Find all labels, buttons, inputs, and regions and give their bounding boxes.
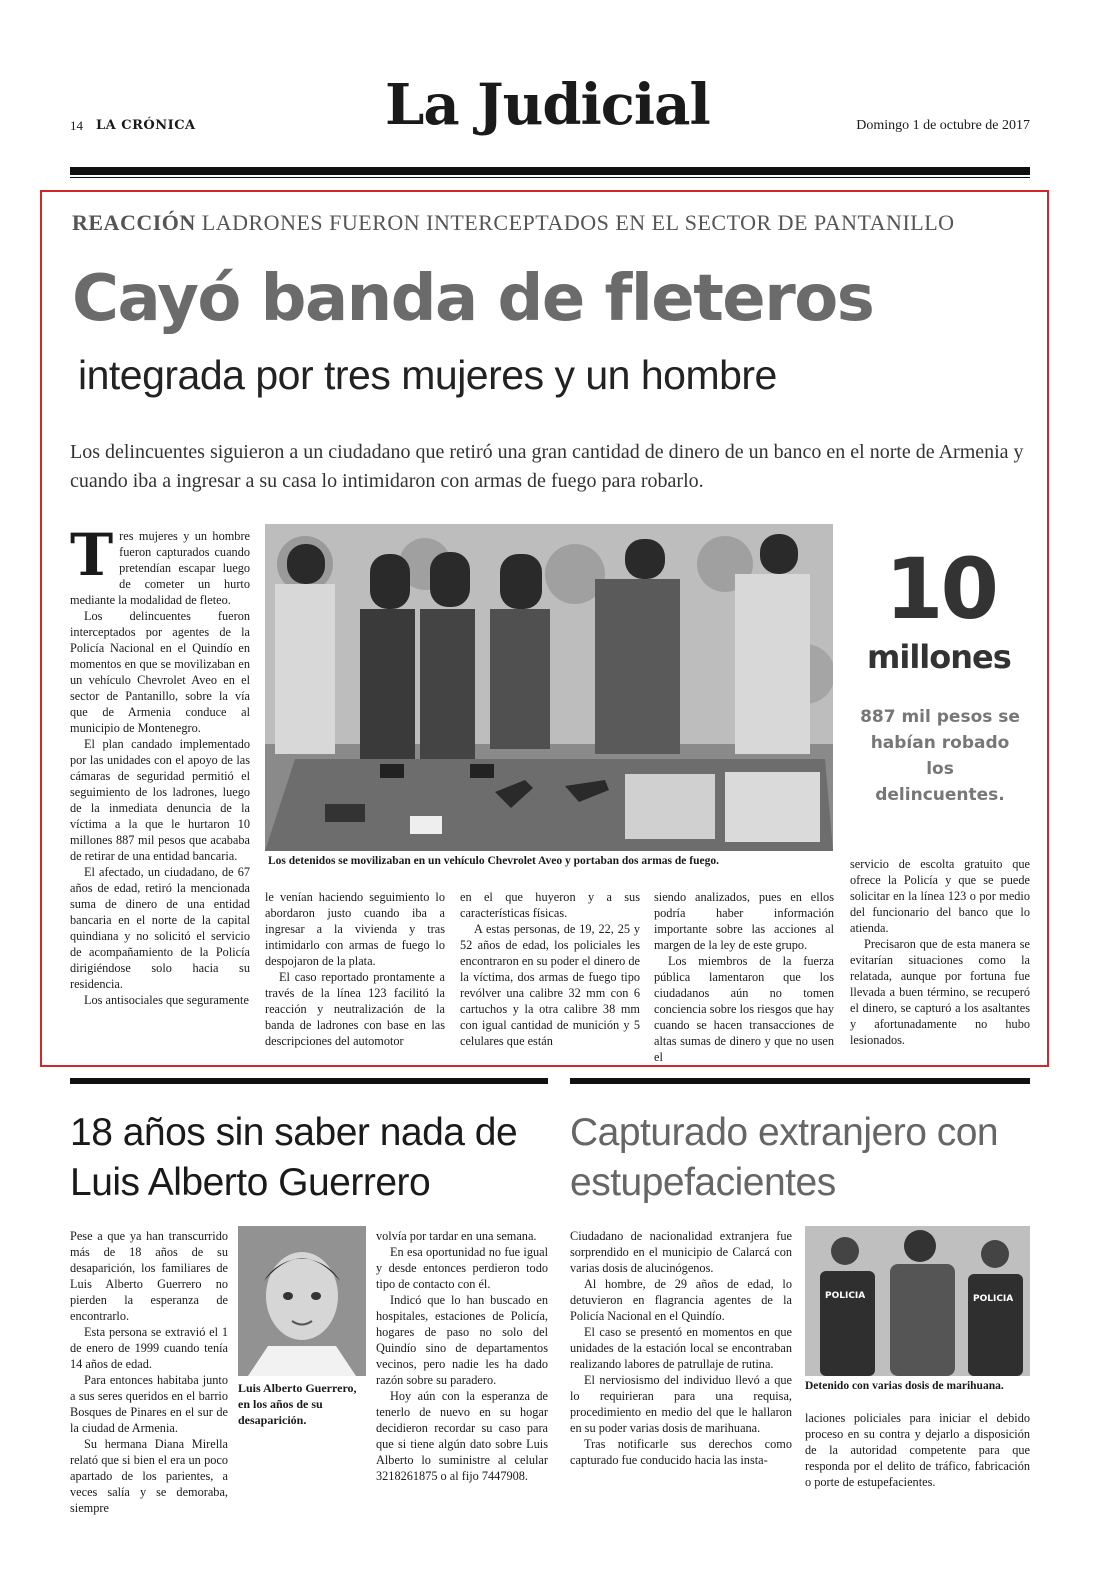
section-title: La Judicial (385, 72, 710, 138)
paragraph: Indicó que lo han buscado en hospitales, estaciones de Policía, hogares de paso no solo del Quindío sino de departamentos vecinos, pero nadie les ha dado razón sobre su paradero. (376, 1293, 548, 1387)
main-column-1 (70, 521, 250, 1008)
paragraph: Al hombre, de 29 años de edad, lo detuvieron en flagrancia agentes de la Policía Nacional en el Quindío. (570, 1277, 792, 1323)
story-right-column-2 (805, 1410, 1030, 1490)
paragraph: Su hermana Diana Mirella relató que si bien el era un poco apartado de los parientes, a veces salía y se demoraba, siempre (70, 1437, 228, 1515)
paragraph: Los miembros de la fuerza pública lamentaron que los ciudadanos aún no tomen conciencia sobre los riesgos que hay cuando se hacen transacciones de altas sumas de dinero y que no usen el (654, 954, 834, 1064)
paragraph: Pese a que ya han transcurrido más de 18 años de su desaparición, los familiares de Luis Alberto Guerrero no pierden la esperanza de encontrarlo. (70, 1229, 228, 1323)
paragraph: El caso reportado prontamente a través de la línea 123 facilitó la reacción y neutralización de la banda de ladrones con base en las descripciones del automotor (265, 970, 445, 1048)
story-rule-left (70, 1078, 548, 1084)
detainees-photo-illustration (265, 524, 833, 851)
paragraph: Tres mujeres y un hombre fueron capturados cuando pretendían escapar luego de cometer un hurto mediante la modalidad de fleteo. (70, 521, 250, 607)
main-column-5 (850, 856, 1030, 1048)
page-number: 14 (70, 118, 83, 133)
paragraph: servicio de escolta gratuito que ofrece la Policía y que se puede solicitar en la línea 123 o por medio del funcionario del banco que lo atienda. (850, 857, 1030, 935)
portrait-illustration (238, 1226, 366, 1376)
paragraph: El caso se presentó en momentos en que unidades de la estación local se encontraban realizando labores de patrullaje de rutina. (570, 1325, 792, 1371)
main-subheadline: integrada por tres mujeres y un hombre (78, 352, 777, 398)
paragraph: Para entonces habitaba junto a sus seres queridos en el barrio Bosques de Pinares en el sur de la ciudad de Armenia. (70, 1373, 228, 1435)
main-headline: Cayó banda de fleteros (72, 262, 874, 336)
main-column-4 (654, 889, 834, 1065)
paragraph: A estas personas, de 19, 22, 25 y 52 años de edad, los policiales les encontraron en su poder el dinero de la víctima, dos armas de fuego tipo revólver una calibre 32 mm con 6 cartuchos y la otra calibre 38 mm con igual cantidad de munición y 5 celulares que están (460, 922, 640, 1048)
callout-unit: millones (867, 638, 1011, 676)
kicker (72, 210, 955, 236)
paragraph: En esa oportunidad no fue igual y desde entonces perdieron todo tipo de contacto con él. (376, 1245, 548, 1291)
paragraph: Precisaron que de esta manera se evitarían situaciones como la relatada, aunque por fortuna fue llevada a buen término, se recuperó el dinero, se capturó a los asaltantes y afortunadamente no hubo lesionados. (850, 937, 1030, 1047)
paragraph: El plan candado implementado por las unidades con el apoyo de las cámaras de seguridad permitió el seguimiento de los ladrones, luego de la inmediata denuncia de la víctima a la que le hurtaron 10 millones 887 mil pesos que acababa de retirar de una entidad bancaria. (70, 737, 250, 863)
paragraph: siendo analizados, pues en ellos podría haber información importante sobre las acciones al margen de la ley de este grupo. (654, 890, 834, 952)
paragraph: El nerviosismo del individuo llevó a que lo requirieran para una requisa, procedimiento en medio del que le hallaron en su poder varias dosis de marihuana. (570, 1373, 792, 1435)
paragraph: le venían haciendo seguimiento lo abordaron justo cuando iba a ingresar a la vivienda y tras intimidarlo con armas de fuego lo despojaron de la plata. (265, 890, 445, 968)
paragraph: Esta persona se extravió el 1 de enero de 1999 cuando tenía 14 años de edad. (70, 1325, 228, 1371)
callout-number: 10 (885, 540, 996, 638)
main-photo-caption: Los detenidos se movilizaban en un vehículo Chevrolet Aveo y portaban dos armas de fuego. (268, 855, 719, 867)
kicker-label: REACCIÓN (72, 210, 196, 235)
story-left-column-1 (70, 1228, 228, 1516)
publication-name: LA CRÓNICA (96, 118, 196, 133)
paragraph: Tras notificarle sus derechos como capturado fue conducido hacia las insta- (570, 1437, 792, 1467)
police-photo-illustration (805, 1226, 1030, 1376)
header-rule (70, 167, 1030, 175)
detainee-photo (805, 1226, 1030, 1376)
main-lede: Los delincuentes siguieron a un ciudadano que retiró una gran cantidad de dinero de un banco en el norte de Armenia y cuando iba a ingresar a su casa lo intimidaron con armas de fuego para robarlo. (70, 441, 1024, 492)
story-rule-right (570, 1078, 1030, 1084)
main-column-2 (265, 889, 445, 1049)
detainee-photo-caption: Detenido con varias dosis de marihuana. (805, 1380, 1004, 1392)
callout-text: 887 mil pesos se habían robado los delincuentes. (860, 707, 1020, 805)
paragraph: Los antisociales que seguramente (84, 993, 249, 1007)
paragraph: Ciudadano de nacionalidad extranjera fue sorprendido en el municipio de Calarcá con varias dosis de alucinógenos. (570, 1229, 792, 1275)
story-right-headline: Capturado extranjero con estupefacientes (570, 1111, 999, 1204)
paragraph: Hoy aún con la esperanza de tenerlo de nuevo en su hogar decidieron recordar su caso para que si tiene algún dato sobre Luis Alberto lo suministre al celular 3218261875 o al fijo 7447908. (376, 1389, 548, 1483)
main-column-3 (460, 889, 640, 1049)
issue-date: Domingo 1 de octubre de 2017 (856, 118, 1030, 133)
paragraph: volvía por tardar en una semana. (376, 1229, 537, 1243)
main-photo (265, 524, 833, 851)
missing-person-caption: Luis Alberto Guerrero, en los años de su desaparición. (238, 1381, 357, 1427)
paragraph: El afectado, un ciudadano, de 67 años de edad, retiró la mencionada suma de dinero de una entidad bancaria en el norte de la capital quindiana y no solicitó el servicio de acompañamiento de la Policía dirigiéndose solo hacia su residencia. (70, 865, 250, 991)
header-rule-thin (70, 177, 1030, 178)
paragraph: en el que huyeron y a sus características físicas. (460, 890, 640, 920)
story-right-column-1 (570, 1228, 792, 1468)
story-left-headline: 18 años sin saber nada de Luis Alberto Guerrero (70, 1111, 518, 1204)
paragraph: laciones policiales para iniciar el debido proceso en su contra y dejarlo a disposición de la autoridad competente para que responda por el delito de tráfico, fabricación o porte de estupefacientes. (805, 1411, 1030, 1489)
vest-label-left: POLICIA (825, 1291, 866, 1301)
drop-cap: T (70, 521, 114, 589)
kicker-text: LADRONES FUERON INTERCEPTADOS EN EL SECTOR DE PANTANILLO (201, 210, 955, 235)
paragraph: Los delincuentes fueron interceptados por agentes de la Policía Nacional en el Quindío en momentos en que se movilizaban en un vehículo Chevrolet Aveo en el sector de Pantanillo, sobre la vía que de Armenia conduce al municipio de Montenegro. (70, 609, 250, 735)
vest-label-right: POLICIA (973, 1294, 1014, 1304)
story-left-column-2 (376, 1228, 548, 1484)
missing-person-photo (238, 1226, 366, 1376)
